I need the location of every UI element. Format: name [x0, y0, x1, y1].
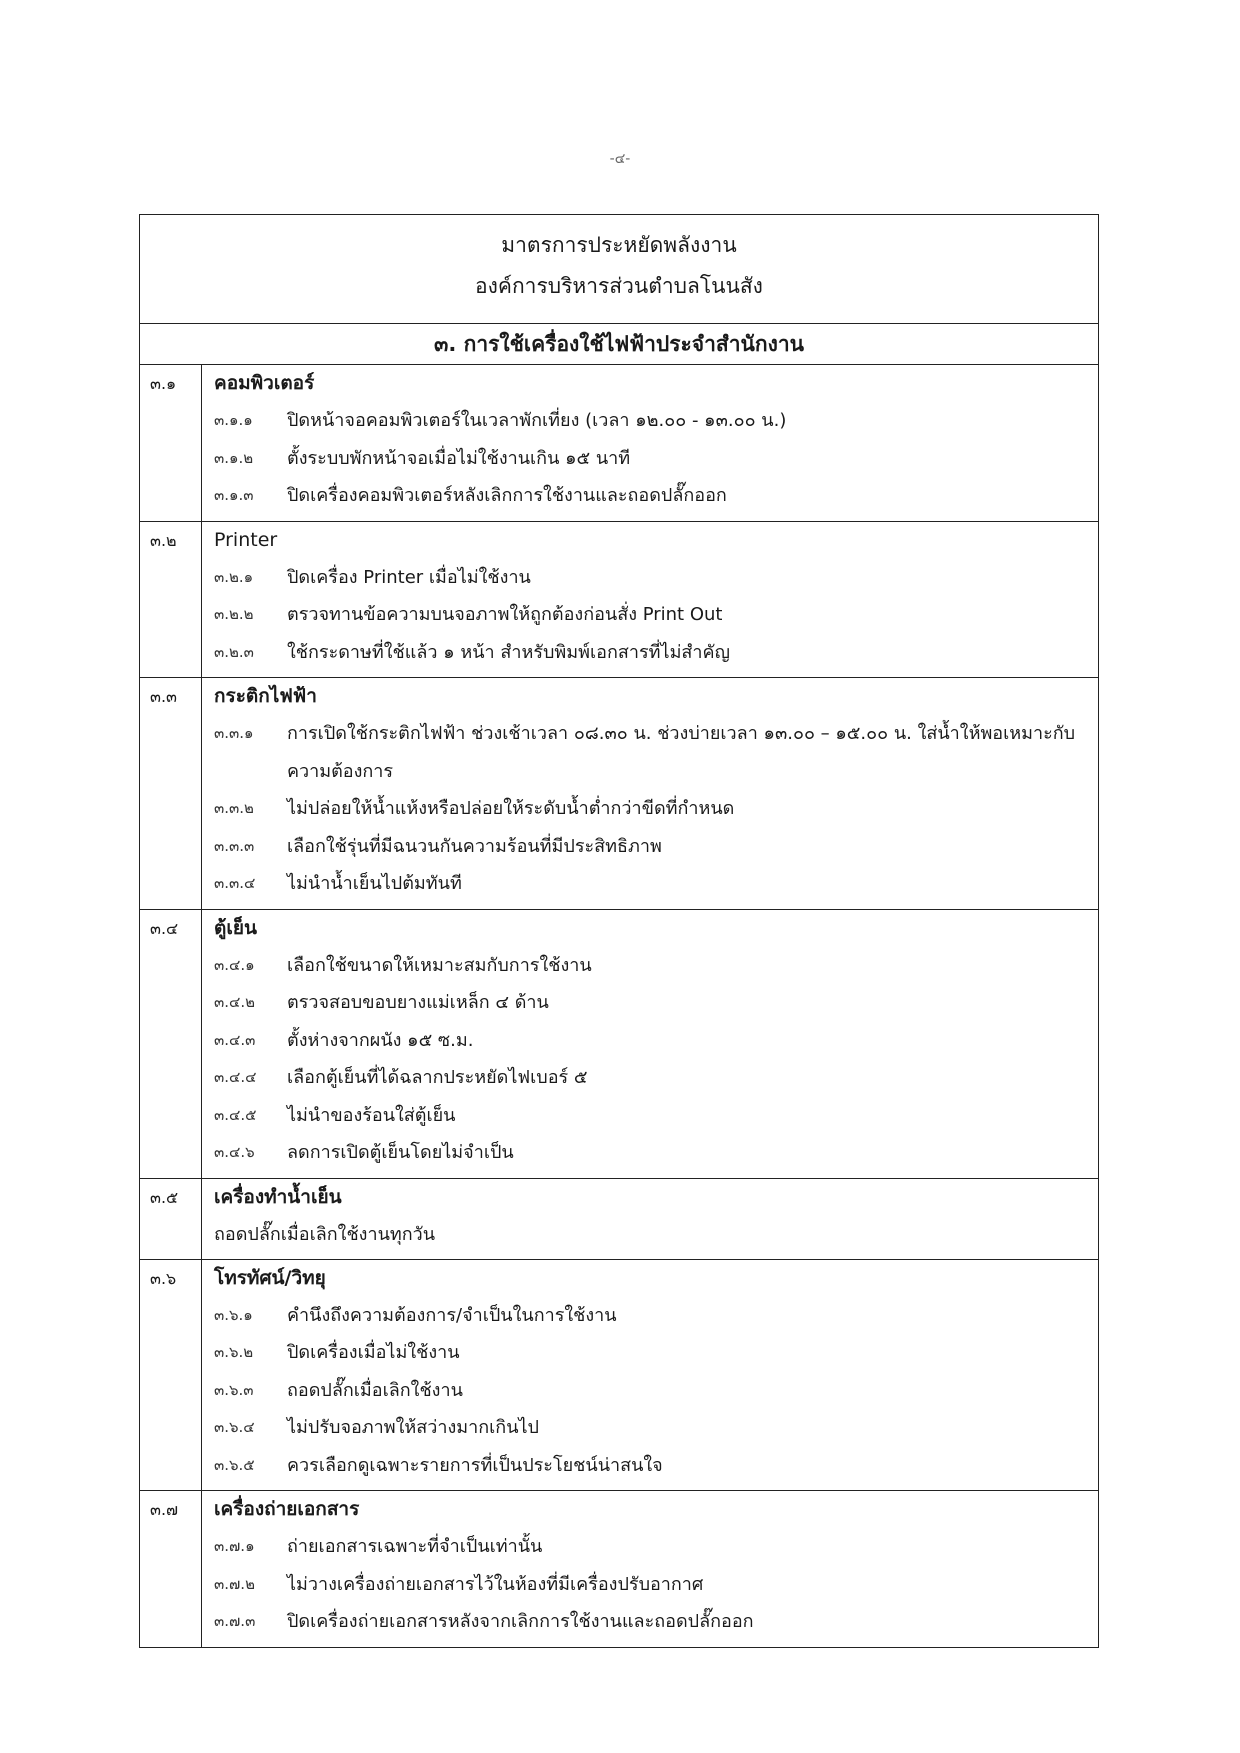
- measure-text: ไม่นำของร้อนใส่ตู้เย็น: [287, 1104, 456, 1126]
- measure-number: ๓.๒.๒: [214, 605, 254, 623]
- category-content: [202, 1259, 1099, 1491]
- measure-item: [214, 947, 1086, 985]
- measure-item: [214, 1447, 1086, 1485]
- measure-number: ๓.๖.๒: [214, 1343, 254, 1361]
- measures-table: [139, 214, 1099, 1648]
- measure-number: ๓.๓.๑: [214, 724, 254, 742]
- measure-text: ควรเลือกดูเฉพาะรายการที่เป็นประโยชน์น่าสนใจ: [287, 1454, 663, 1476]
- measure-number: ๓.๑.๓: [214, 486, 254, 504]
- measure-text: ปิดเครื่อง Printer เมื่อไม่ใช้งาน: [287, 566, 531, 588]
- measure-number: ๓.๓.๒: [214, 799, 254, 817]
- measure-number: ๓.๔.๑: [214, 955, 255, 974]
- measure-number: ๓.๖.๓: [214, 1380, 254, 1399]
- page-number: -๔-: [609, 151, 631, 167]
- measure-number: ๓.๔.๒: [214, 993, 256, 1011]
- measure-number: ๓.๔.๓: [214, 1030, 256, 1049]
- measure-text: ตั้งห่างจากผนัง ๑๕ ซ.ม.: [287, 1029, 474, 1051]
- measure-number: ๓.๒.๑: [214, 567, 254, 586]
- measure-item: [214, 828, 1086, 866]
- category-number: ๓.๕: [140, 1178, 202, 1259]
- measure-item: [214, 984, 1086, 1022]
- measure-text: ถ่ายเอกสารเฉพาะที่จำเป็นเท่านั้น: [287, 1536, 543, 1557]
- measure-item: [214, 559, 1086, 597]
- category-title: เครื่องทำน้ำเย็น: [214, 1185, 342, 1208]
- measure-number: ๓.๑.๒: [214, 448, 254, 467]
- category-title: ตู้เย็น: [214, 916, 257, 939]
- measure-item: [214, 1603, 1086, 1641]
- measure-item: [214, 715, 1086, 790]
- measure-number: ๓.๓.๔: [214, 874, 256, 892]
- measure-text: ไม่ปรับจอภาพให้สว่างมากเกินไป: [287, 1417, 539, 1438]
- measure-text: เลือกใช้รุ่นที่มีฉนวนกันความร้อนที่มีประสิทธิภาพ: [287, 835, 662, 857]
- measure-number: ๓.๗.๓: [214, 1612, 256, 1630]
- category-content: [202, 1491, 1099, 1648]
- measure-text: ปิดเครื่องคอมพิวเตอร์หลังเลิกการใช้งานและถอดปลั๊กออก: [287, 485, 727, 506]
- measure-text: ปิดเครื่องถ่ายเอกสารหลังจากเลิกการใช้งานและถอดปลั๊กออก: [287, 1611, 754, 1632]
- measure-text: ถอดปลั๊กเมื่อเลิกใช้งาน: [287, 1379, 463, 1401]
- measure-number: ๓.๒.๓: [214, 642, 254, 661]
- category-number: ๓.๑: [140, 365, 202, 522]
- measure-text: คำนึงถึงความต้องการ/จำเป็นในการใช้งาน: [287, 1304, 617, 1326]
- category-title: กระติกไฟฟ้า: [214, 685, 317, 707]
- measure-number: ๓.๔.๕: [214, 1105, 257, 1124]
- measure-text: ตั้งระบบพักหน้าจอเมื่อไม่ใช้งานเกิน ๑๕ นาที: [287, 447, 631, 469]
- measure-text: ไม่ปล่อยให้น้ำแห้งหรือปล่อยให้ระดับน้ำต่ำกว่าขีดที่กำหนด: [287, 798, 735, 819]
- category-title: Printer: [214, 528, 278, 551]
- section-heading: ๓. การใช้เครื่องใช้ไฟฟ้าประจำสำนักงาน: [140, 324, 1099, 365]
- category-row: [140, 521, 1099, 678]
- measure-item: [214, 634, 1086, 672]
- measure-text: เลือกใช้ขนาดให้เหมาะสมกับการใช้งาน: [287, 954, 592, 976]
- measure-number: ๓.๔.๔: [214, 1068, 257, 1086]
- measure-text: เลือกตู้เย็นที่ได้ฉลากประหยัดไฟเบอร์ ๕: [287, 1067, 588, 1088]
- measure-item: [214, 1297, 1086, 1335]
- category-content: [202, 365, 1099, 522]
- organization-name: องค์การบริหารส่วนตำบลโนนสัง: [475, 274, 763, 298]
- category-content: [202, 909, 1099, 1178]
- category-row: [140, 909, 1099, 1178]
- measure-text: ไม่วางเครื่องถ่ายเอกสารไว้ในห้องที่มีเครื่องปรับอากาศ: [287, 1573, 704, 1595]
- measure-text: ตรวจสอบขอบยางแม่เหล็ก ๔ ด้าน: [287, 992, 549, 1013]
- category-content: [202, 678, 1099, 910]
- measure-item: [214, 1334, 1086, 1372]
- measure-number: ๓.๗.๑: [214, 1537, 255, 1555]
- measure-item: [214, 790, 1086, 828]
- measure-item: [214, 1059, 1086, 1097]
- measure-item: [214, 1566, 1086, 1604]
- category-title: โทรทัศน์/วิทยุ: [214, 1266, 326, 1289]
- measure-item: [214, 1372, 1086, 1410]
- category-content: [202, 521, 1099, 678]
- measure-number: ๓.๖.๕: [214, 1455, 255, 1474]
- measure-text: ปิดเครื่องเมื่อไม่ใช้งาน: [287, 1342, 460, 1363]
- category-number: ๓.๒: [140, 521, 202, 678]
- measure-text: ไม่นำน้ำเย็นไปต้มทันที: [287, 873, 462, 894]
- measure-item: [214, 477, 1086, 515]
- category-row: [140, 1259, 1099, 1491]
- category-number: ๓.๓: [140, 678, 202, 910]
- measure-text: ลดการเปิดตู้เย็นโดยไม่จำเป็น: [287, 1142, 514, 1163]
- category-note: ถอดปลั๊กเมื่อเลิกใช้งานทุกวัน: [214, 1223, 436, 1245]
- measure-item: [214, 1409, 1086, 1447]
- category-title: เครื่องถ่ายเอกสาร: [214, 1498, 360, 1520]
- measure-number: ๓.๓.๓: [214, 836, 255, 855]
- measure-item: [214, 440, 1086, 478]
- measure-number: ๓.๑.๑: [214, 411, 253, 429]
- category-row: [140, 1491, 1099, 1648]
- section-row: [140, 324, 1099, 365]
- category-row: [140, 365, 1099, 522]
- category-number: ๓.๔: [140, 909, 202, 1178]
- category-title: คอมพิวเตอร์: [214, 372, 315, 394]
- measure-number: ๓.๔.๖: [214, 1143, 255, 1161]
- measure-number: ๓.๖.๔: [214, 1418, 255, 1436]
- measure-text: ใช้กระดาษที่ใช้แล้ว ๑ หน้า สำหรับพิมพ์เอกสารที่ไม่สำคัญ: [287, 641, 730, 663]
- title-cell: [140, 215, 1099, 324]
- measure-text: ปิดหน้าจอคอมพิวเตอร์ในเวลาพักเที่ยง (เวลา ๑๒.๐๐ - ๑๓.๐๐ น.): [287, 410, 787, 431]
- measure-number: ๓.๖.๑: [214, 1305, 253, 1324]
- measure-item: [214, 596, 1086, 634]
- category-number: ๓.๖: [140, 1259, 202, 1491]
- title-row: [140, 215, 1099, 324]
- measure-item: [214, 1528, 1086, 1566]
- measure-item: [214, 1134, 1086, 1172]
- document-title: มาตรการประหยัดพลังงาน: [501, 233, 737, 257]
- category-row: [140, 678, 1099, 910]
- category-number: ๓.๗: [140, 1491, 202, 1648]
- measure-item: [214, 865, 1086, 903]
- measure-item: [214, 1022, 1086, 1060]
- category-content: [202, 1178, 1099, 1259]
- measure-item: [214, 1097, 1086, 1135]
- measure-text: การเปิดใช้กระติกไฟฟ้า ช่วงเช้าเวลา ๐๘.๓๐ น. ช่วงบ่ายเวลา ๑๓.๐๐ – ๑๕.๐๐ น. ใส่น้ำให้พอเหมาะกับความต้องการ: [287, 723, 1076, 782]
- measure-text: ตรวจทานข้อความบนจอภาพให้ถูกต้องก่อนสั่ง Print Out: [287, 604, 723, 625]
- measure-number: ๓.๗.๒: [214, 1574, 255, 1593]
- category-row: [140, 1178, 1099, 1259]
- measure-item: [214, 402, 1086, 440]
